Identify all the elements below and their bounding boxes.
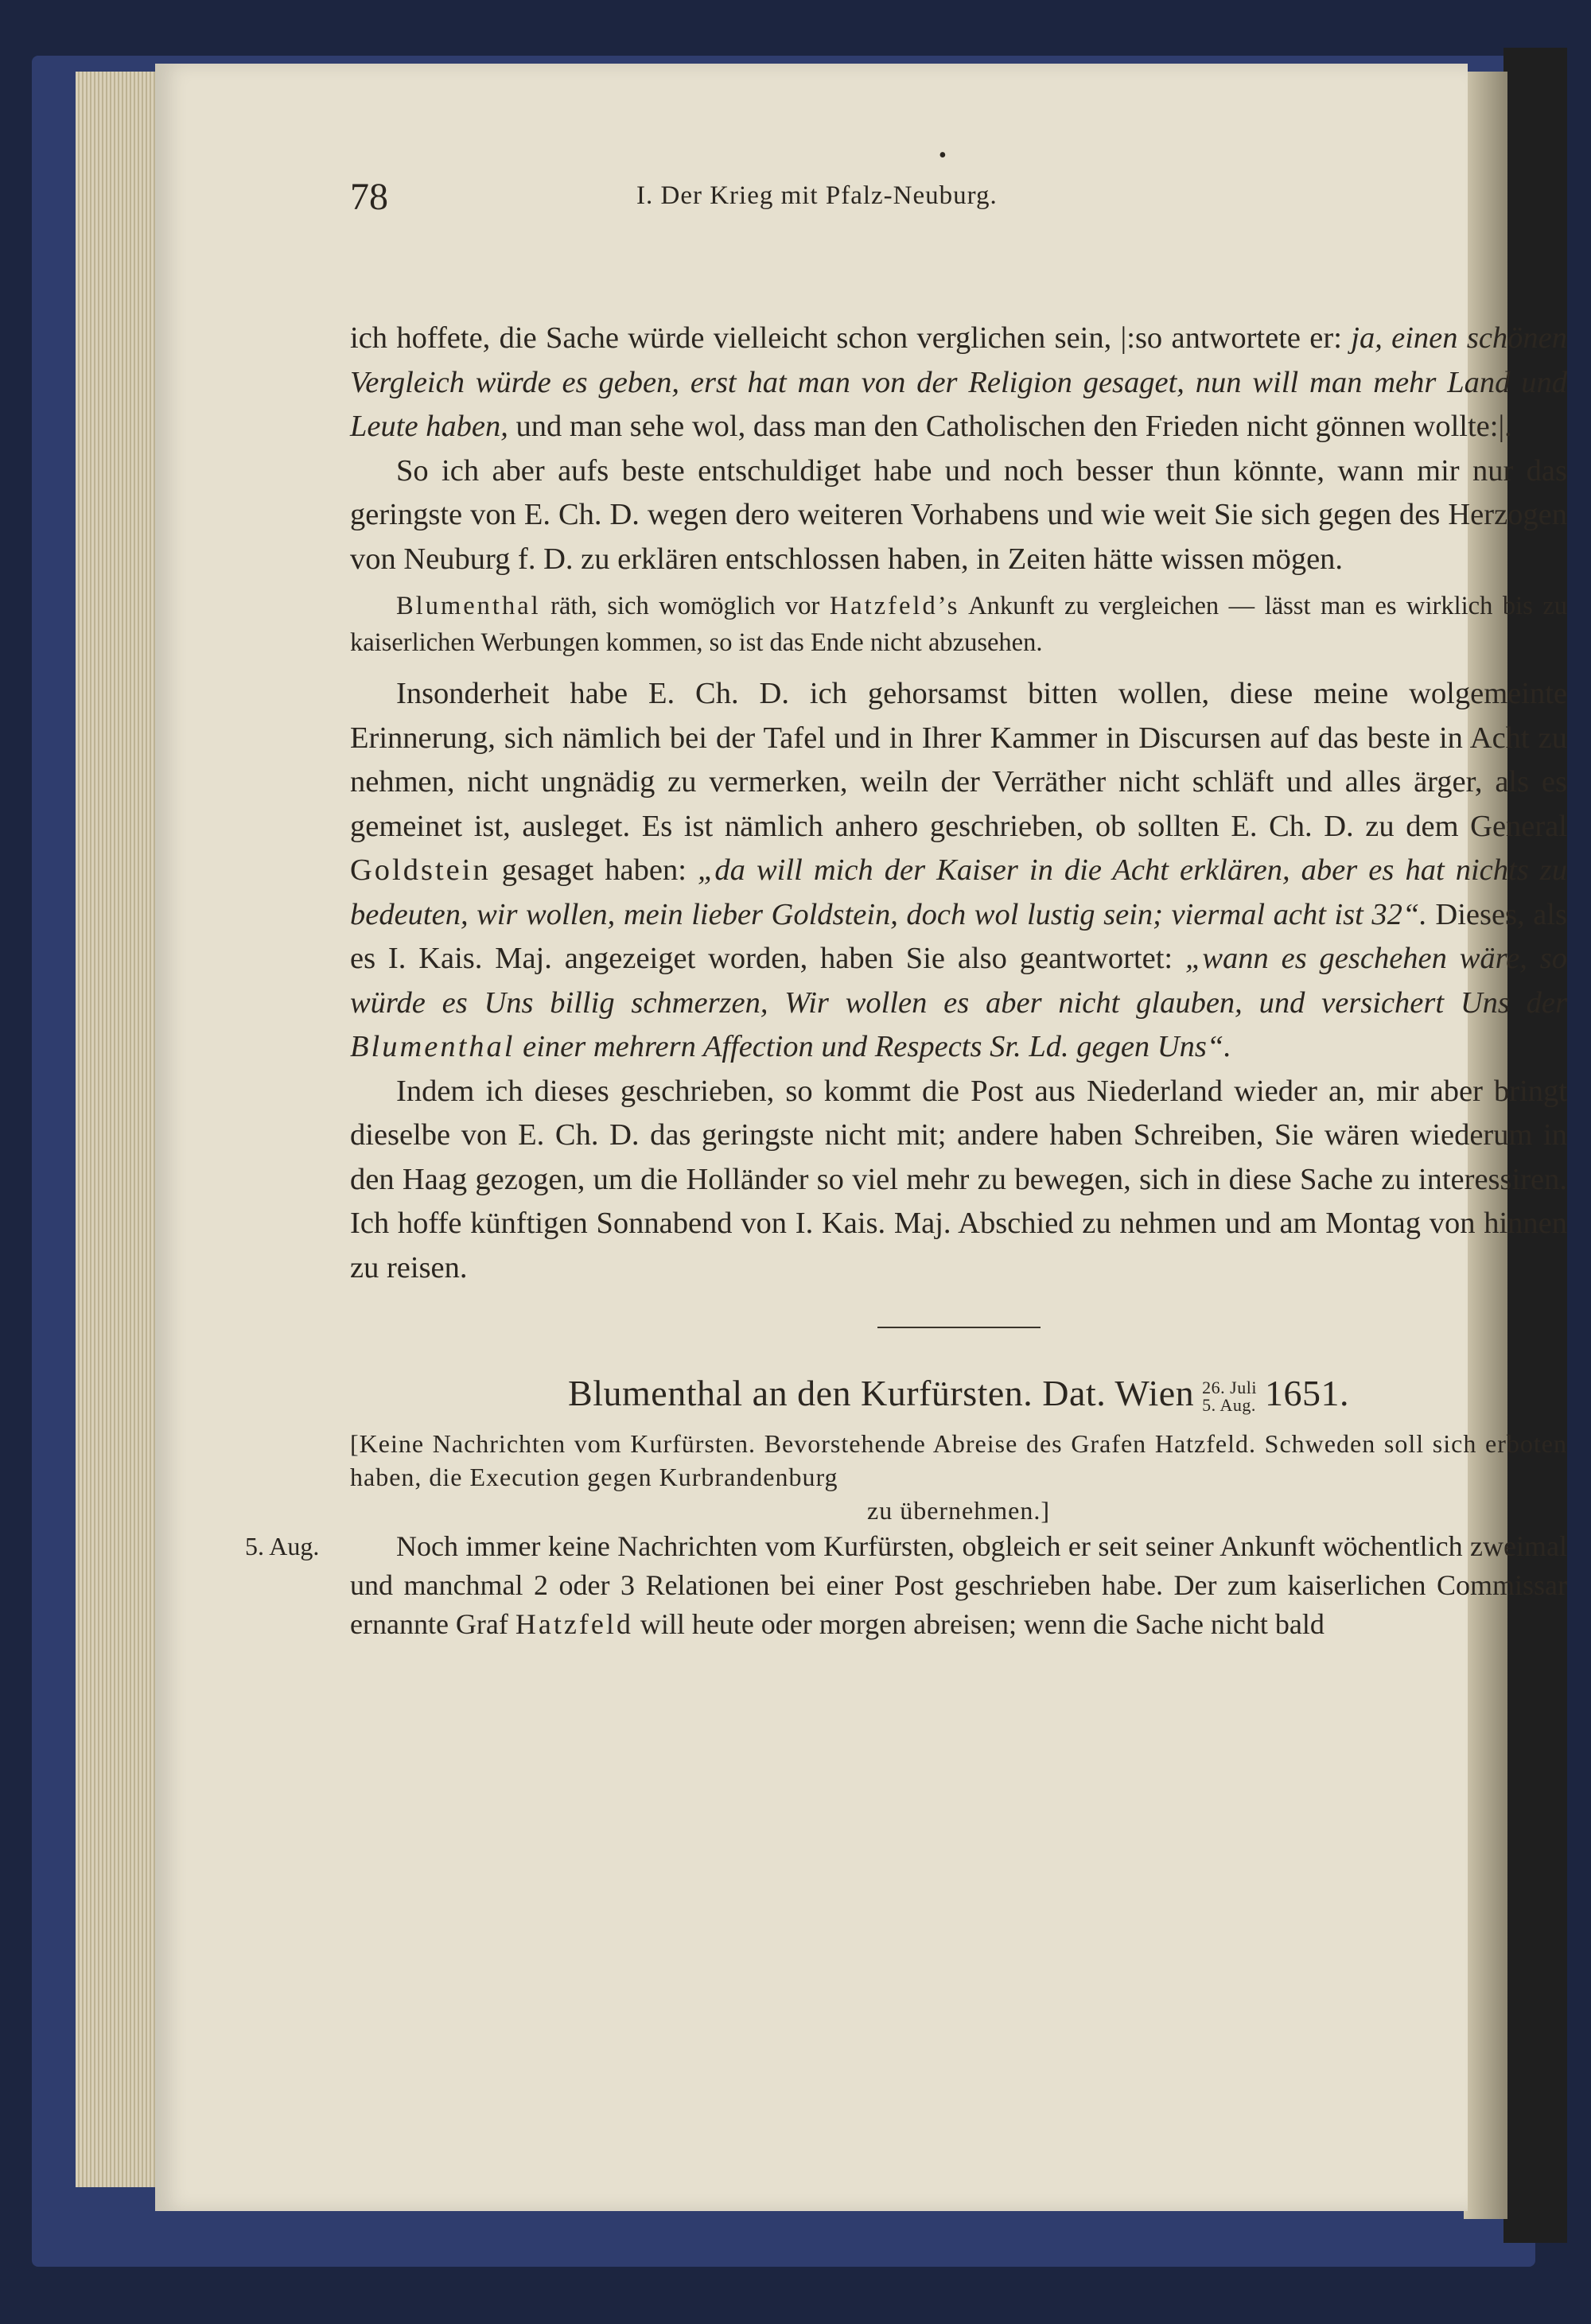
text-run: und man sehe wol, dass man den Catholischen den Frieden nicht gönnen wollte:|. [508,410,1512,443]
letter-year: 1651. [1264,1373,1349,1413]
text-run: Dieses, als es I. Kais. Maj. angezeiget worden, haben Sie also geantwortet: [350,897,1567,975]
abstract-text: [Keine Nachrichten vom Kurfürsten. Bevorstehende Abreise des Grafen Hatzfeld. Schweden soll sich erboten haben, die Execution gegen Kurbrandenburg [350,1429,1567,1491]
text-run: Noch immer keine Nachrichten vom Kurfürsten, obgleich er seit seiner Ankunft wöchentlich zweimal und manchmal 2 oder 3 Relationen bei einer Post geschrieben habe. Der zum kaiserlichen Commissar ernannte Graf [350,1530,1567,1640]
text-run: will heute oder morgen abreisen; wenn die Sache nicht bald [632,1608,1325,1640]
page-header [350,143,1567,239]
italic-quote: ja, einen schönen Vergleich würde es geben, erst hat man von der Religion gesaget, nun will man mehr Land und Leute haben, [350,321,1567,443]
spaced-name: Hatzfeld [515,1608,633,1640]
page-number: 78 [350,176,388,218]
print-dot: • [939,143,947,168]
letter-title: Blumenthal an den Kurfürsten. Dat. Wien [568,1373,1195,1413]
margin-date: 5. Aug. [245,1532,320,1560]
section-rule [877,1327,1041,1328]
letter-abstract [350,1427,1567,1527]
date-bottom: 5. Aug. [1202,1395,1256,1416]
text-run: Ankunft zu vergleichen — lässt man es wirklich bis zu kaiserlichen Werbungen kommen, so ist das Ende nicht abzusehen. [350,592,1568,657]
date-top: 26. Juli [1202,1378,1257,1398]
paragraph-3 [350,672,1567,1070]
page-edges-left [76,72,163,2187]
paragraph-4: Indem ich dieses geschrieben, so kommt die Post aus Niederland wieder an, mir aber bringt dieselbe von E. Ch. D. das geringste nicht mit; andere haben Schreiben, Sie wären wiederum in den Haag gezogen, um die Holländer so viel mehr zu bewegen, sich in diese Sache zu interessiren. Ich hoffe künftigen Sonnabend von I. Kais. Maj. Abschied zu nehmen und am Montag von hinnen zu reisen. [350,1074,1567,1284]
italic-quote: „da will mich der Kaiser in die Acht erklären, aber es hat nichts zu bedeuten, wir wollen, mein lieber Goldstein, doch wol lustig sein; viermal acht ist 32“. [350,853,1567,931]
spaced-name: Blumenthal [396,592,541,620]
spaced-name: Blumenthal [350,1030,515,1063]
paragraph-2: So ich aber aufs beste entschuldiget habe und noch besser thun könnte, wann mir nur das geringste von E. Ch. D. wegen dero weiteren Vorhabens und wie weit Sie sich gegen des Herzogen von Neuburg f. D. zu erklären entschlossen haben, in Zeiten hätte wissen mögen. [350,453,1567,576]
paragraph-1 [350,317,1567,449]
summary-note [350,588,1567,661]
spaced-name: Hatzfeld’s [829,592,960,620]
italic-quote: „wann es geschehen wäre, so würde es Uns billig schmerzen, Wir wollen es aber nicht glauben, und versichert Uns der [350,942,1567,1020]
abstract-text-end: zu übernehmen.] [866,1496,1050,1525]
text-run: räth, sich womöglich vor [540,592,830,620]
text-run: Insonderheit habe E. Ch. D. ich gehorsamst bitten wollen, diese meine wolgemeinte Erinnerung, sich nämlich bei der Tafel und in Ihrer Kammer in Discursen auf das beste in Acht zu nehmen, nicht ungnädig zu vermerken, weiln der Verräther nicht schläft und alles ärger, als es gemeinet ist, ausleget. Es ist nämlich anhero geschrieben, ob sollten E. Ch. D. zu dem General [350,677,1567,843]
letter-date [1202,1379,1257,1414]
text-run: ich hoffete, die Sache würde vielleicht schon verglichen sein, |:so antwortete er: [350,321,1352,355]
text-run: gesaget haben: [490,853,698,887]
body-text [245,317,1568,1644]
running-head: I. Der Krieg mit Pfalz-Neuburg. [636,181,998,210]
italic-quote: einer mehrern Affection und Respects Sr. Ld. gegen Uns“. [515,1030,1231,1063]
letter-heading [350,1370,1567,1417]
book-page [155,64,1568,2211]
spaced-name: Goldstein [350,853,491,887]
letter-body [245,1527,1567,1644]
